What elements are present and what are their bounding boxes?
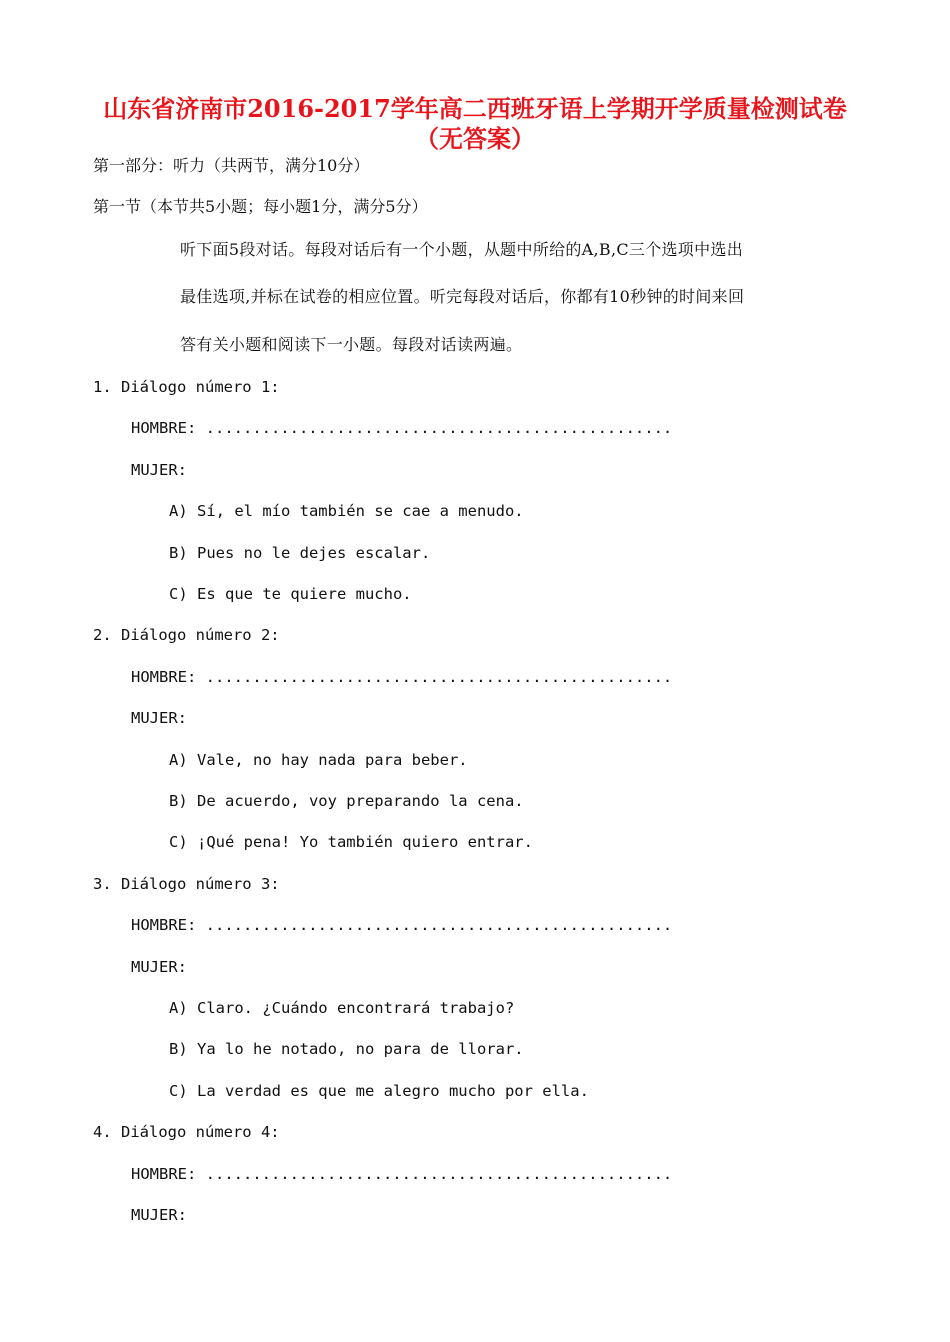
question-3-option-b: B) Ya lo he notado, no para de llorar. (169, 1040, 524, 1058)
question-1-label: 1. Diálogo número 1: (93, 378, 280, 396)
question-3-label: 3. Diálogo número 3: (93, 875, 280, 893)
question-3-option-a: A) Claro. ¿Cuándo encontrará trabajo? (169, 999, 515, 1017)
question-1-option-c: C) Es que te quiere mucho. (169, 585, 412, 603)
question-4-hombre: HOMBRE: .................................................. (131, 1165, 673, 1183)
part-heading: 第一节（本节共5小题；每小题1分，满分5分） (93, 197, 428, 216)
question-1-mujer: MUJER: (131, 461, 187, 479)
question-3-hombre: HOMBRE: .................................................. (131, 916, 673, 934)
question-3-option-c: C) La verdad es que me alegro mucho por ella. (169, 1082, 589, 1100)
question-2-option-c: C) ¡Qué pena! Yo también quiero entrar. (169, 833, 533, 851)
document-title-line-2: （无答案） (415, 124, 535, 153)
document-title-line-1: 山东省济南市2016-2017学年高二西班牙语上学期开学质量检测试卷 (103, 94, 847, 123)
question-3-mujer: MUJER: (131, 958, 187, 976)
question-4-mujer: MUJER: (131, 1206, 187, 1224)
question-1-option-b: B) Pues no le dejes escalar. (169, 544, 431, 562)
question-2-option-a: A) Vale, no hay nada para beber. (169, 751, 468, 769)
question-2-hombre: HOMBRE: .................................................. (131, 668, 673, 686)
instructions-line-3: 答有关小题和阅读下一小题。每段对话读两遍。 (180, 335, 523, 354)
instructions-line-2: 最佳选项,并标在试卷的相应位置。听完每段对话后，你都有10秒钟的时间来回 (180, 287, 745, 306)
question-2-option-b: B) De acuerdo, voy preparando la cena. (169, 792, 524, 810)
section-heading: 第一部分：听力（共两节，满分10分） (93, 156, 370, 175)
question-4-label: 4. Diálogo número 4: (93, 1123, 280, 1141)
question-2-label: 2. Diálogo número 2: (93, 626, 280, 644)
question-2-mujer: MUJER: (131, 709, 187, 727)
instructions-line-1: 听下面5段对话。每段对话后有一个小题，从题中所给的A,B,C三个选项中选出 (180, 240, 744, 259)
question-1-option-a: A) Sí, el mío también se cae a menudo. (169, 502, 524, 520)
question-1-hombre: HOMBRE: .................................................. (131, 419, 673, 437)
